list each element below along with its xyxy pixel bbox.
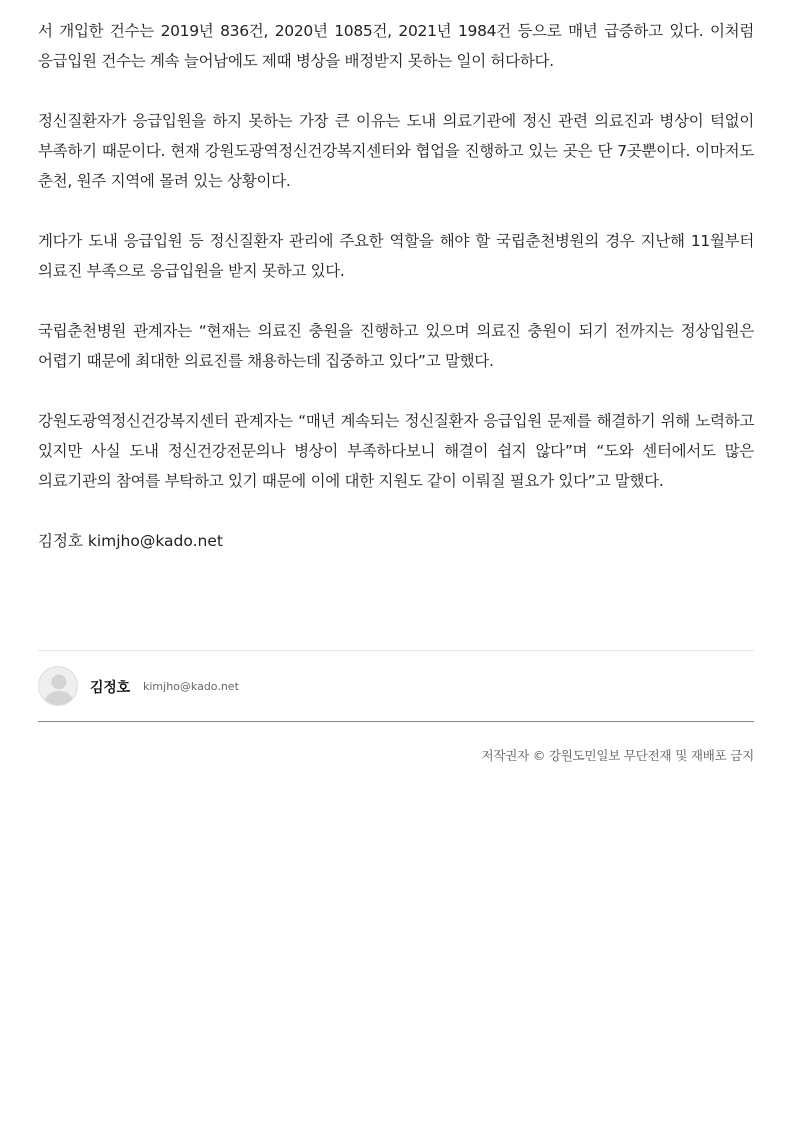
author-box	[38, 650, 754, 722]
person-silhouette-icon	[38, 666, 78, 706]
author-name[interactable]: 김정호	[90, 680, 130, 696]
copyright-notice: 저작권자 © 강원도민일보 무단전재 및 재배포 금지	[481, 748, 754, 763]
article-paragraph: 정신질환자가 응급입원을 하지 못하는 가장 큰 이유는 도내 의료기관에 정신 관련 의료진과 병상이 턱없이 부족하기 때문이다. 현재 강원도광역정신건강복지센터와 협업을 진행하고 있는 곳은 단 7곳뿐이다. 이마저도 춘천, 원주 지역에 몰려 있는 상황이다.	[38, 112, 754, 190]
article-paragraph: 게다가 도내 응급입원 등 정신질환자 관리에 주요한 역할을 해야 할 국립춘천병원의 경우 지난해 11월부터 의료진 부족으로 응급입원을 받지 못하고 있다.	[38, 232, 754, 280]
author-email[interactable]: kimjho@kado.net	[143, 680, 239, 693]
avatar-svg	[39, 667, 78, 706]
article-paragraph: 서 개입한 건수는 2019년 836건, 2020년 1085건, 2021년 1984건 등으로 매년 급증하고 있다. 이처럼 응급입원 건수는 계속 늘어남에도 제때 병상을 배정받지 못하는 일이 허다하다.	[38, 22, 754, 70]
article-byline: 김정호 kimjho@kado.net	[38, 532, 223, 550]
article-paragraph: 국립춘천병원 관계자는 “현재는 의료진 충원을 진행하고 있으며 의료진 충원이 되기 전까지는 정상입원은 어렵기 때문에 최대한 의료진를 채용하는데 집중하고 있다”고 말했다.	[38, 322, 754, 370]
article-paragraph: 강원도광역정신건강복지센터 관계자는 “매년 계속되는 정신질환자 응급입원 문제를 해결하기 위해 노력하고 있지만 사실 도내 정신건강전문의나 병상이 부족하다보니 해결이 쉽지 않다”며 “도와 센터에서도 많은 의료기관의 참여를 부탁하고 있기 때문에 이에 대한 지원도 같이 이뤄질 필요가 있다”고 말했다.	[38, 412, 754, 490]
article-body	[38, 16, 754, 556]
